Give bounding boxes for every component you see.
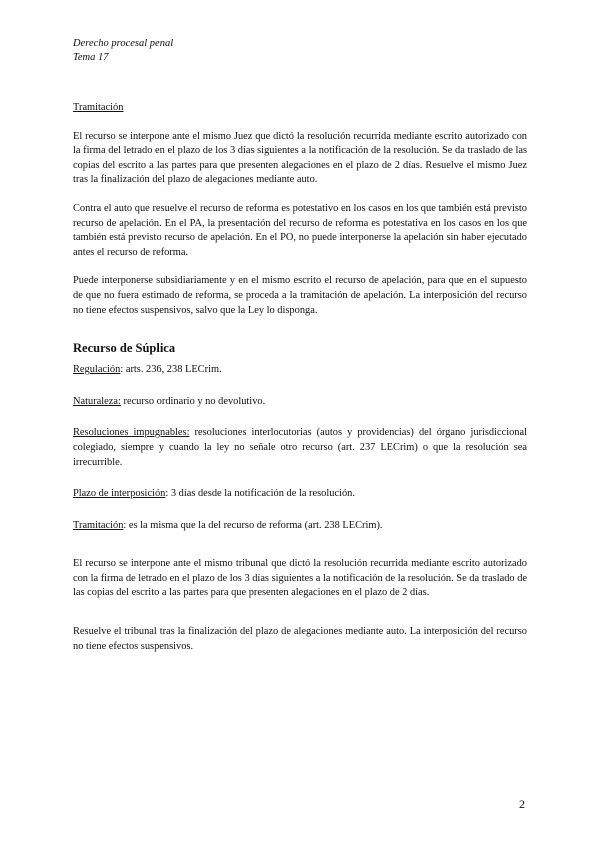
- section-title-suplica: Recurso de Súplica: [73, 341, 176, 356]
- field-plazo: [73, 487, 527, 502]
- field-plazo-label: Plazo de interposición: [73, 488, 166, 500]
- paragraph-suplica-2: Resuelve el tribunal tras la finalización del plazo de alegaciones mediante auto. La interposición del recurso no tiene efectos suspensivos.: [73, 626, 527, 652]
- paragraph-tramitacion-2: Contra el auto que resuelve el recurso de reforma es potestativo en los casos en los que también está previsto recurso de apelación. En el PA, la presentación del recurso de reforma es potestativa en los casos en los que también está previsto recurso de apelación. En el PO, no puede interponerse la apelación sin haber ejecutado antes el recurso de reforma.: [73, 202, 527, 258]
- field-tramitacion-text: es la misma que la del recurso de reforma (art. 238 LECrim).: [128, 519, 383, 531]
- field-naturaleza-label: Naturaleza:: [73, 395, 121, 407]
- field-resoluciones-label: Resoluciones impugnables:: [73, 427, 190, 439]
- paragraph-tramitacion-3: Puede interponerse subsidiariamente y en el mismo escrito el recurso de apelación, para que en el supuesto de que no fuera estimado de reforma, se proceda a la tramitación de apelación. La interposición del recurso no tiene efectos suspensivos, salvo que la Ley lo disponga.: [73, 275, 527, 316]
- tramitacion-heading: [73, 101, 527, 116]
- field-tramitacion-label: Tramitación: [73, 519, 124, 531]
- document-body: [73, 101, 527, 654]
- field-naturaleza: [73, 395, 527, 410]
- tramitacion-heading-text: Tramitación: [73, 102, 124, 113]
- paragraph-tramitacion-1: El recurso se interpone ante el mismo Juez que dictó la resolución recurrida mediante escrito autorizado con la firma del letrado en el plazo de los 3 días siguientes a la notificación de la resolución. Se da traslado de las copias del escrito a las partes para que presenten alegaciones en el plazo de 2 días. Resuelve el mismo Juez tras la finalización del plazo de alegaciones mediante auto.: [73, 130, 527, 186]
- field-resoluciones-text: resoluciones interlocutorias (autos y providencias) del órgano jurisdiccional colegiado, siempre y cuando la ley no señale otro recurso (art. 237 LECrim) o que la resolución sea irrecurrible.: [73, 427, 527, 468]
- header-topic: Tema 17: [73, 52, 109, 63]
- header-course-title: Derecho procesal penal: [73, 38, 174, 49]
- field-regulacion: [73, 363, 527, 378]
- field-tramitacion-sep: :: [123, 519, 129, 531]
- paragraph-suplica-1: El recurso se interpone ante el mismo tribunal que dictó la resolución recurrida mediante escrito autorizado con la firma de letrado en el plazo de los 3 días siguientes a la notificación de la resolución. Se da traslado de las copias del escrito a las partes para que presenten alegaciones en el plazo de 2 días.: [73, 558, 527, 599]
- field-regulacion-text: arts. 236, 238 LECrim.: [125, 364, 222, 376]
- field-resoluciones: [73, 426, 527, 470]
- field-regulacion-label: Regulación: [73, 364, 121, 376]
- running-header: [73, 37, 173, 65]
- field-tramitacion: [73, 519, 527, 534]
- page-number: 2: [519, 797, 525, 811]
- field-regulacion-sep: :: [120, 364, 126, 376]
- field-plazo-text: 3 días desde la notificación de la resolución.: [170, 488, 355, 500]
- field-naturaleza-text: recurso ordinario y no devolutivo.: [123, 395, 266, 407]
- field-plazo-sep: :: [165, 488, 171, 500]
